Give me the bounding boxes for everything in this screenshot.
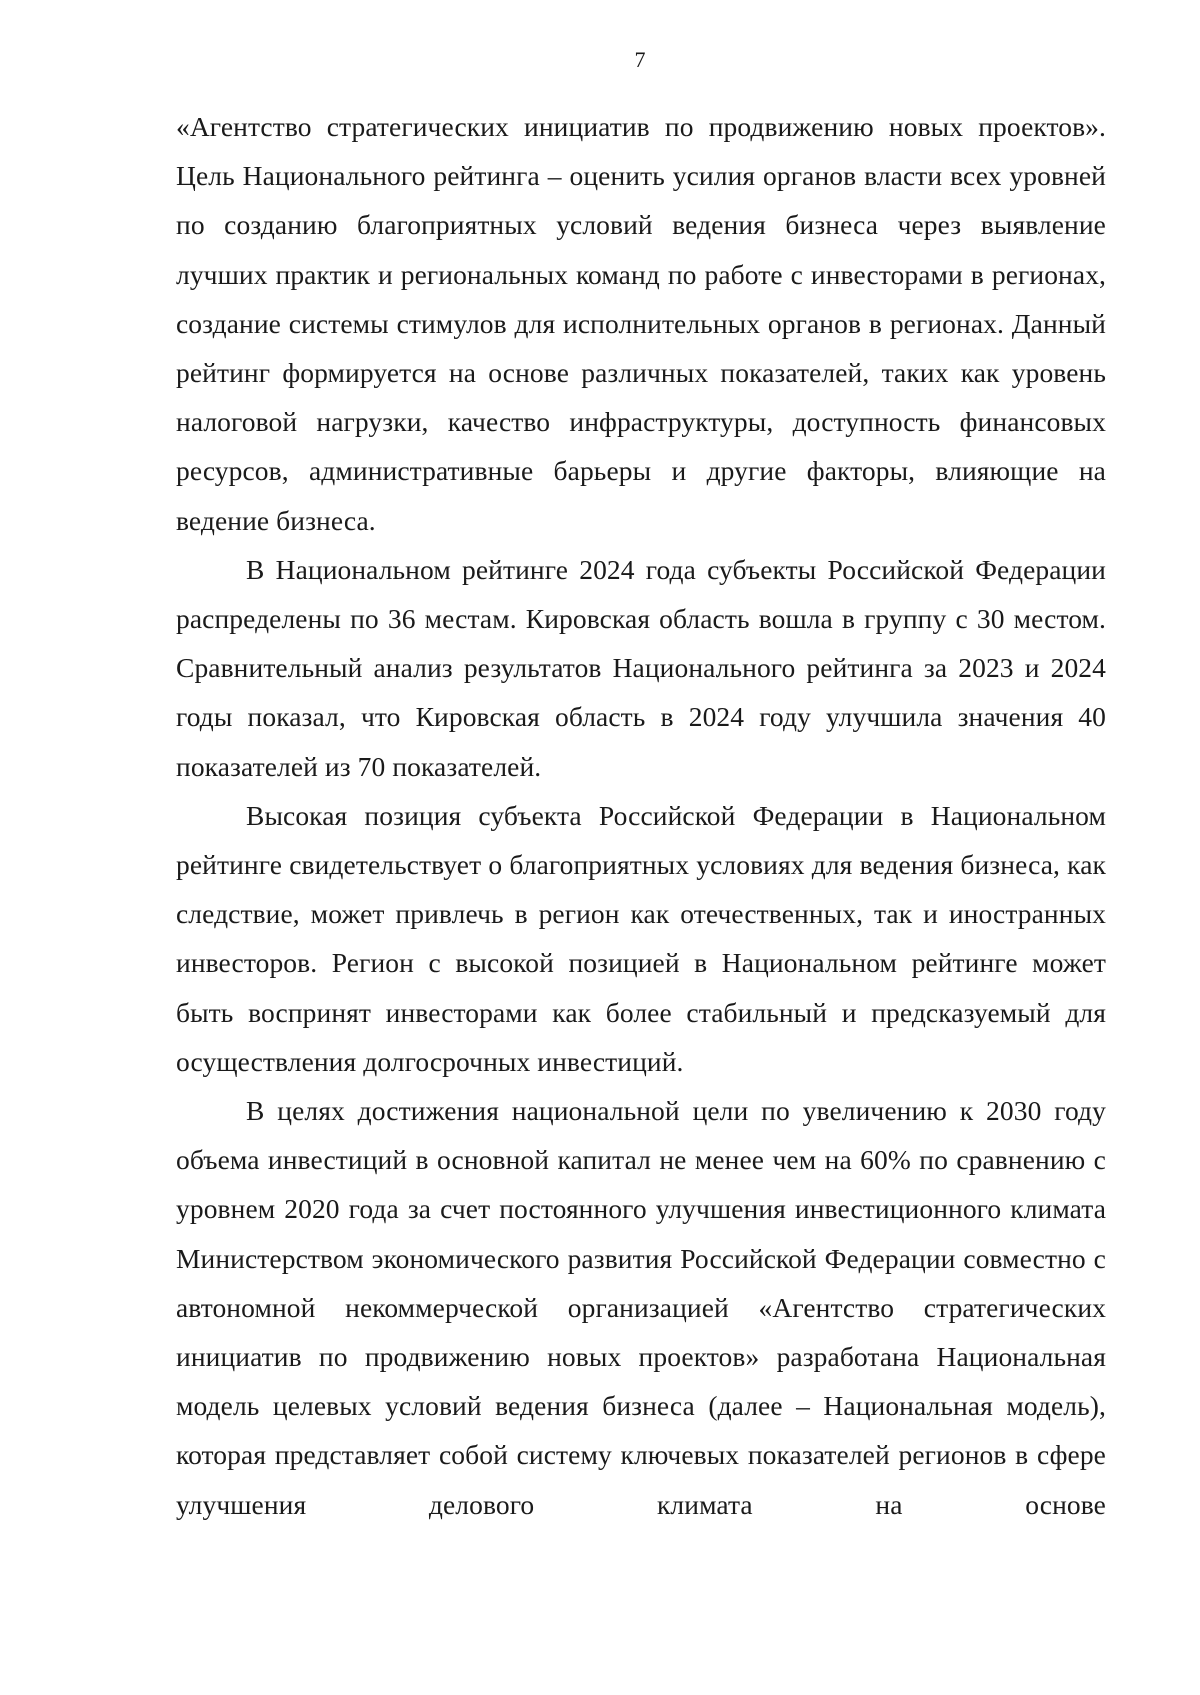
paragraph-high-position-benefits: Высокая позиция субъекта Российской Федерации в Национальном рейтинге свидетельствует о благоприятных условиях для ведения бизнеса, как следствие, может привлечь в регион как отечественных, так и иностранных инвесторов. Регион с высокой позицией в Национальном рейтинге может быть воспринят инвесторами как более стабильный и предсказуемый для осуществления долгосрочных инвестиций. [176, 799, 1106, 1077]
paragraph-rating-2024-results: В Национальном рейтинге 2024 года субъекты Российской Федерации распределены по 36 местам. Кировская область вошла в группу с 30 местом. Сравнительный анализ результатов Национального рейтинга за 2023 и 2024 годы показал, что Кировская область в 2024 году улучшила значения 40 показателей из 70 показателей. [176, 553, 1106, 782]
paragraph-national-rating-purpose: «Агентство стратегических инициатив по продвижению новых проектов». Цель Национального рейтинга – оценить усилия органов власти всех уровней по созданию благоприятных условий ведения бизнеса через выявление лучших практик и региональных команд по работе с инвесторами в регионах, создание системы стимулов для исполнительных органов в регионах. Данный рейтинг формируется на основе различных показателей, таких как уровень налоговой нагрузки, качество инфраструктуры, доступность финансовых ресурсов, административные барьеры и другие факторы, влияющие на ведение бизнеса. [176, 111, 1106, 536]
page-number: 7 [634, 47, 646, 72]
paragraph-national-model: В целях достижения национальной цели по увеличению к 2030 году объема инвестиций в основной капитал не менее чем на 60% по сравнению с уровнем 2020 года за счет постоянного улучшения инвестиционного климата Министерством экономического развития Российской Федерации совместно с автономной некоммерческой организацией «Агентство стратегических инициатив по продвижению новых проектов» разработана Национальная модель целевых условий ведения бизнеса (далее – Национальная модель), которая представляет собой систему ключевых показателей регионов в сфере улучшения делового климата на основе [176, 1095, 1106, 1520]
document-body [176, 102, 1106, 1529]
